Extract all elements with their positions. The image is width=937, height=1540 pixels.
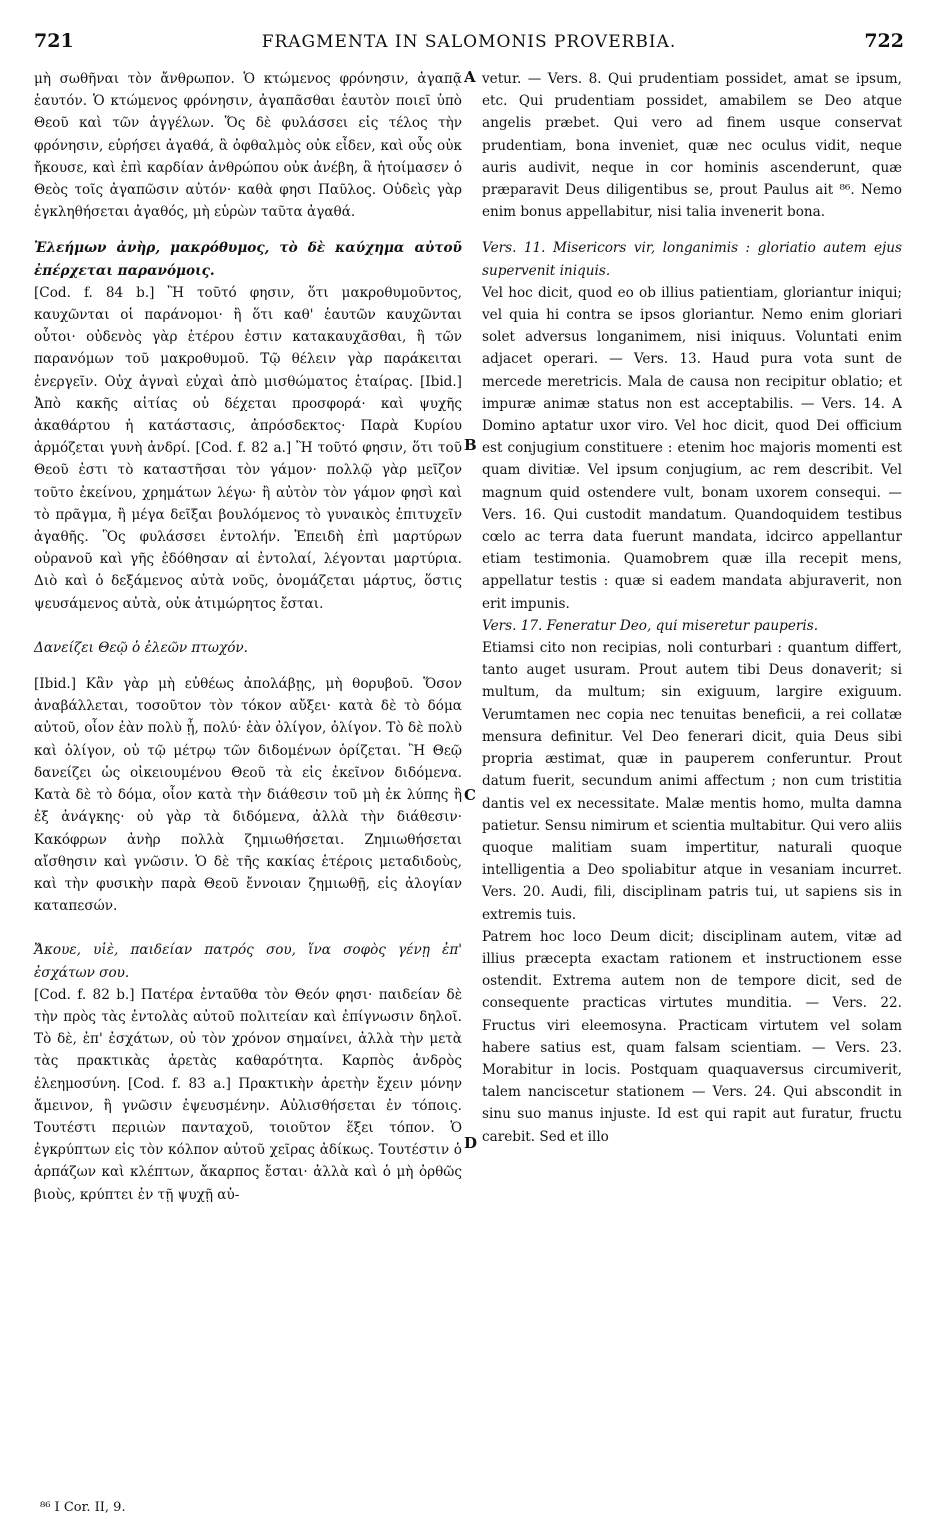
greek-paragraph: [Ibid.] Κἂν γὰρ μὴ εὐθέως ἀπολάβῃς, μὴ θορυβοῦ. Ὅσον ἀναβάλλεται, τοσοῦτον τὸν τόκον αὔξει· κατὰ δὲ τὸ δόμα αὐτοῦ, οἷον ἐὰν πολὺ ᾖ, πολύ· ἐὰν ὀλίγον, ὀλίγον. Τὸ δὲ πολὺ καὶ ὀλίγον, οὐ τῷ μέτρῳ τῶν διδομένων ὁρίζεται. Ἢ Θεῷ δανείζει ὡς οἰκειουμένου Θεοῦ τὰ εἰς ἐκεῖνον διδόμενα. Κατὰ δὲ τὸ δόμα, οἷον κατὰ τὴν διάθεσιν τοῦ μὴ ἐκ λύπης ἢ ἐξ ἀνάγκης· οὐ γὰρ τὰ διδόμενα, ἀλλὰ τὴν διάθεσιν· Κακόφρων ἀνὴρ πολλὰ ζημιωθήσεται. Ζημιωθήσεται αἴσθησιν καὶ γνῶσιν. Ὁ δὲ τῆς κακίας ἑτέροις μεταδιδοὺς, καὶ τὴν φυσικὴν παρὰ Θεοῦ ἔννοιαν ζημιωθῇ, εἰς ἀλογίαν καταπεσών. bbox=[34, 676, 462, 915]
greek-paragraph: [Cod. f. 84 b.] Ἢ τοῦτό φησιν, ὅτι μακροθυμοῦντος, καυχῶνται οἱ παράνομοι· ἢ ὅτι καθ' ἑαυτῶν καυχῶνται οὗτοι· οὐδενὸς γὰρ ἑτέρου ἐστιν κατακαυχᾶσθαι, ἢ τῶν παρανόμων τοῦ μακροθυμοῦ. Τῷ θέλειν γὰρ παράκειται ἐνεργεῖν. Οὐχ ἁγναὶ εὐχαὶ ἀπὸ μισθώματος ἑταίρας. [Ibid.] Ἀπὸ κακῆς αἰτίας οὐ δέχεται προσφορά· καὶ ψυχῆς ἀκαθάρτου ἡ κατάστασις, ἀπρόσδεκτος· Παρὰ Κυρίου ἁρμόζεται γυνὴ ἀνδρί. [Cod. f. 82 a.] Ἢ τοῦτό φησιν, ὅτι τοῦ Θεοῦ ἐστι τὸ καταστῆσαι τὸν γάμον· πολλῷ γὰρ μεῖζον τοῦτο ἐκείνου, χρημάτων λέγω· ἢ αὐτὸν τὸν γάμον φησὶ καὶ τὸ πρᾶγμα, ἢ μέγα δεῖξαι βουλόμενος τὸ γυναικὸς ἐπιτυχεῖν ἀγαθῆς. Ὃς φυλάσσει ἐντολήν. Ἐπειδὴ ἐπὶ μαρτύρων οὐρανοῦ καὶ γῆς ἐδόθησαν αἱ ἐντολαί, λέγονται μαρτύρια. Διὸ καὶ ὁ δεξάμενος αὐτὰ νοῦς, ὀνομάζεται μάρτυς, ὅστις ψευσάμενος αὐτὰ, οὐκ ἀτιμώρητος ἔσται. bbox=[34, 284, 462, 612]
latin-paragraph: Etiamsi cito non recipias, noli conturbari : quantum differt, tanto auget usuram. Prout autem tibi Deus donaverit; si multum, da multum; sin exiguum, largire exiguum. Verumtamen nec copia nec tenuitas beneficii, a rei collatæ mensura definitur. Vel Deo fenerari dicit, quia Deus sibi propria æstimat, quæ in pauperem conferuntur. Prout datum fuerit, secundum animi affectum ; non cum tristitia dantis vel ex necessitate. Malæ mentis homo, multa damna patietur. Sensu nimirum et scientia multabitur. Qui vero aliis quoque malitiam suam impertitur, naturali quoque intelligentia a Deo spoliabitur atque in vesaniam incurret. Vers. 20. Audi, fili, disciplinam patris tui, ut sapiens sis in extremis tuis. bbox=[482, 640, 902, 923]
latin-paragraph: Vel hoc dicit, quod eo ob illius patientiam, gloriantur iniqui; vel quia hi contra se ipsos gloriantur. Nemo enim gloriari solet adversus longanimem, nisi iniquus. Voluntati enim adjacet operari. — Vers. 13. Haud pura vota sunt de mercede meretricis. Mala de causa non recipitur oblatio; et impuræ animæ status non est acceptabilis. — Vers. 14. A Domino aptatur uxor viro. Vel hoc dicit, quod Dei officium est conjugium constituere : etenim hoc majoris momenti est quam divitiæ. Vel ipsum conjugium, ac rem describit. Vel magnum quid ostendere vult, bonam uxorem consequi. — Vers. 16. Qui custodit mandatum. Quandoquidem testibus cœlo ac terra data fuerunt mandata, idcirco appellantur etiam testimonia. Quamobrem quæ illa recepit mens, appellatur testis : quæ si eadem mandata abjuraverit, non erit impunis. bbox=[482, 284, 902, 612]
greek-lemma: Δανείζει Θεῷ ὁ ἐλεῶν πτωχόν. bbox=[34, 639, 248, 656]
margin-marker-b: B bbox=[464, 436, 477, 454]
latin-paragraph: vetur. — Vers. 8. Qui prudentiam possidet, amat se ipsum, etc. Qui prudentiam possidet, amabilem se Deo atque angelis præbet. Qui vero ad finem usque conservat prudentiam, bona inveniet, quæ nec oculus vidit, neque auris audivit, neque in cor hominis ascenderunt, quæ præparavit Deus diligentibus se, prout Paulus ait ⁸⁶. Nemo enim bonus appellabitur, nisi talia invenerit bona. bbox=[482, 71, 902, 221]
greek-lemma: Ἐλεήμων ἀνὴρ, μακρόθυμος, τὸ δὲ καύχημα αὐτοῦ ἐπέρχεται παρανόμοις. bbox=[34, 240, 462, 279]
latin-lemma: Vers. 17. Feneratur Deo, qui miseretur pauperis. bbox=[482, 617, 819, 634]
greek-lemma: Ἄκουε, υἱὲ, παιδείαν πατρός σου, ἵνα σοφὸς γένῃ ἐπ' ἐσχάτων σου. bbox=[34, 942, 462, 981]
latin-column bbox=[482, 68, 902, 1148]
page-number-right: 722 bbox=[864, 30, 904, 52]
footnote: ⁸⁶ I Cor. II, 9. bbox=[40, 1500, 126, 1515]
greek-paragraph: [Cod. f. 82 b.] Πατέρα ἐνταῦθα τὸν Θεόν φησι· παιδείαν δὲ τὴν πρὸς τὰς ἐντολὰς αὐτοῦ πολιτείαν καὶ ἐπίγνωσιν δηλοῖ. Τὸ δὲ, ἐπ' ἐσχάτων, οὐ τὸν χρόνον σημαίνει, ἀλλὰ τὴν μετὰ τὰς πρακτικὰς ἀρετὰς καθαρότητα. Καρπὸς ἀνδρὸς ἐλεημοσύνη. [Cod. f. 83 a.] Πρακτικὴν ἀρετὴν ἔχειν μόνην ἄμεινον, ἢ γνῶσιν ἐψευσμένην. Αὐλισθήσεται ἐν τόποις. Τουτέστι περιιὼν πανταχοῦ, τοιοῦτον ἕξει τόπον. Ὁ ἐγκρύπτων εἰς τὸν κόλπον αὐτοῦ χεῖρας ἀδίκως. Τουτέστιν ὁ ἁρπάζων καὶ κλέπτων, ἄκαρπος ἔσται· ἀλλὰ καὶ ὁ μὴ ὀρθῶς βιοὺς, κρύπτει ἐν τῇ ψυχῇ αὐ- bbox=[34, 986, 462, 1203]
margin-marker-c: C bbox=[464, 786, 476, 804]
page-header bbox=[34, 30, 904, 60]
page-number-left: 721 bbox=[34, 30, 74, 52]
greek-paragraph: μὴ σωθῆναι τὸν ἄνθρωπον. Ὁ κτώμενος φρόνησιν, ἀγαπᾷ ἑαυτόν. Ὁ κτώμενος φρόνησιν, ἀγαπᾶσθαι ἑαυτὸν ποιεῖ ὑπὸ Θεοῦ καὶ τῶν ἀγγέλων. Ὅς δὲ φυλάσσει εἰς τέλος τὴν φρόνησιν, εὑρήσει ἀγαθά, ἃ ὀφθαλμὸς οὐκ εἶδεν, καὶ οὖς οὐκ ἤκουσε, καὶ ἐπὶ καρδίαν ἀνθρώπου οὐκ ἀνέβη, ἃ ἡτοίμασεν ὁ Θεὸς τοῖς ἀγαπῶσιν αὐτόν· καθὰ φησι Παῦλος. Οὐδεὶς γὰρ ἐγκληθήσεται ἀγαθός, μὴ εὑρὼν ταῦτα ἀγαθά. bbox=[34, 71, 462, 221]
margin-marker-a: A bbox=[464, 68, 476, 86]
greek-column bbox=[34, 68, 462, 1206]
latin-paragraph: Patrem hoc loco Deum dicit; disciplinam autem, vitæ ad illius præcepta exactam rationem et instructionem esse ostendit. Extrema autem non de tempore dicit, sed de consequente practicas virtutes munditia. — Vers. 22. Fructus viri eleemosyna. Practicam virtutem vel solam habere satius est, quam falsam scientiam. — Vers. 23. Morabitur in locis. Postquam quaquaversus circumiverit, talem nanciscetur stationem — Vers. 24. Qui abscondit in sinu suo manus injuste. Id est qui rapit aut furatur, fructu carebit. Sed et illo bbox=[482, 928, 902, 1145]
latin-lemma: Vers. 11. Misericors vir, longanimis : gloriatio autem ejus supervenit iniquis. bbox=[482, 240, 902, 279]
margin-marker-d: D bbox=[464, 1134, 478, 1152]
running-title: FRAGMENTA IN SALOMONIS PROVERBIA. bbox=[261, 32, 677, 52]
